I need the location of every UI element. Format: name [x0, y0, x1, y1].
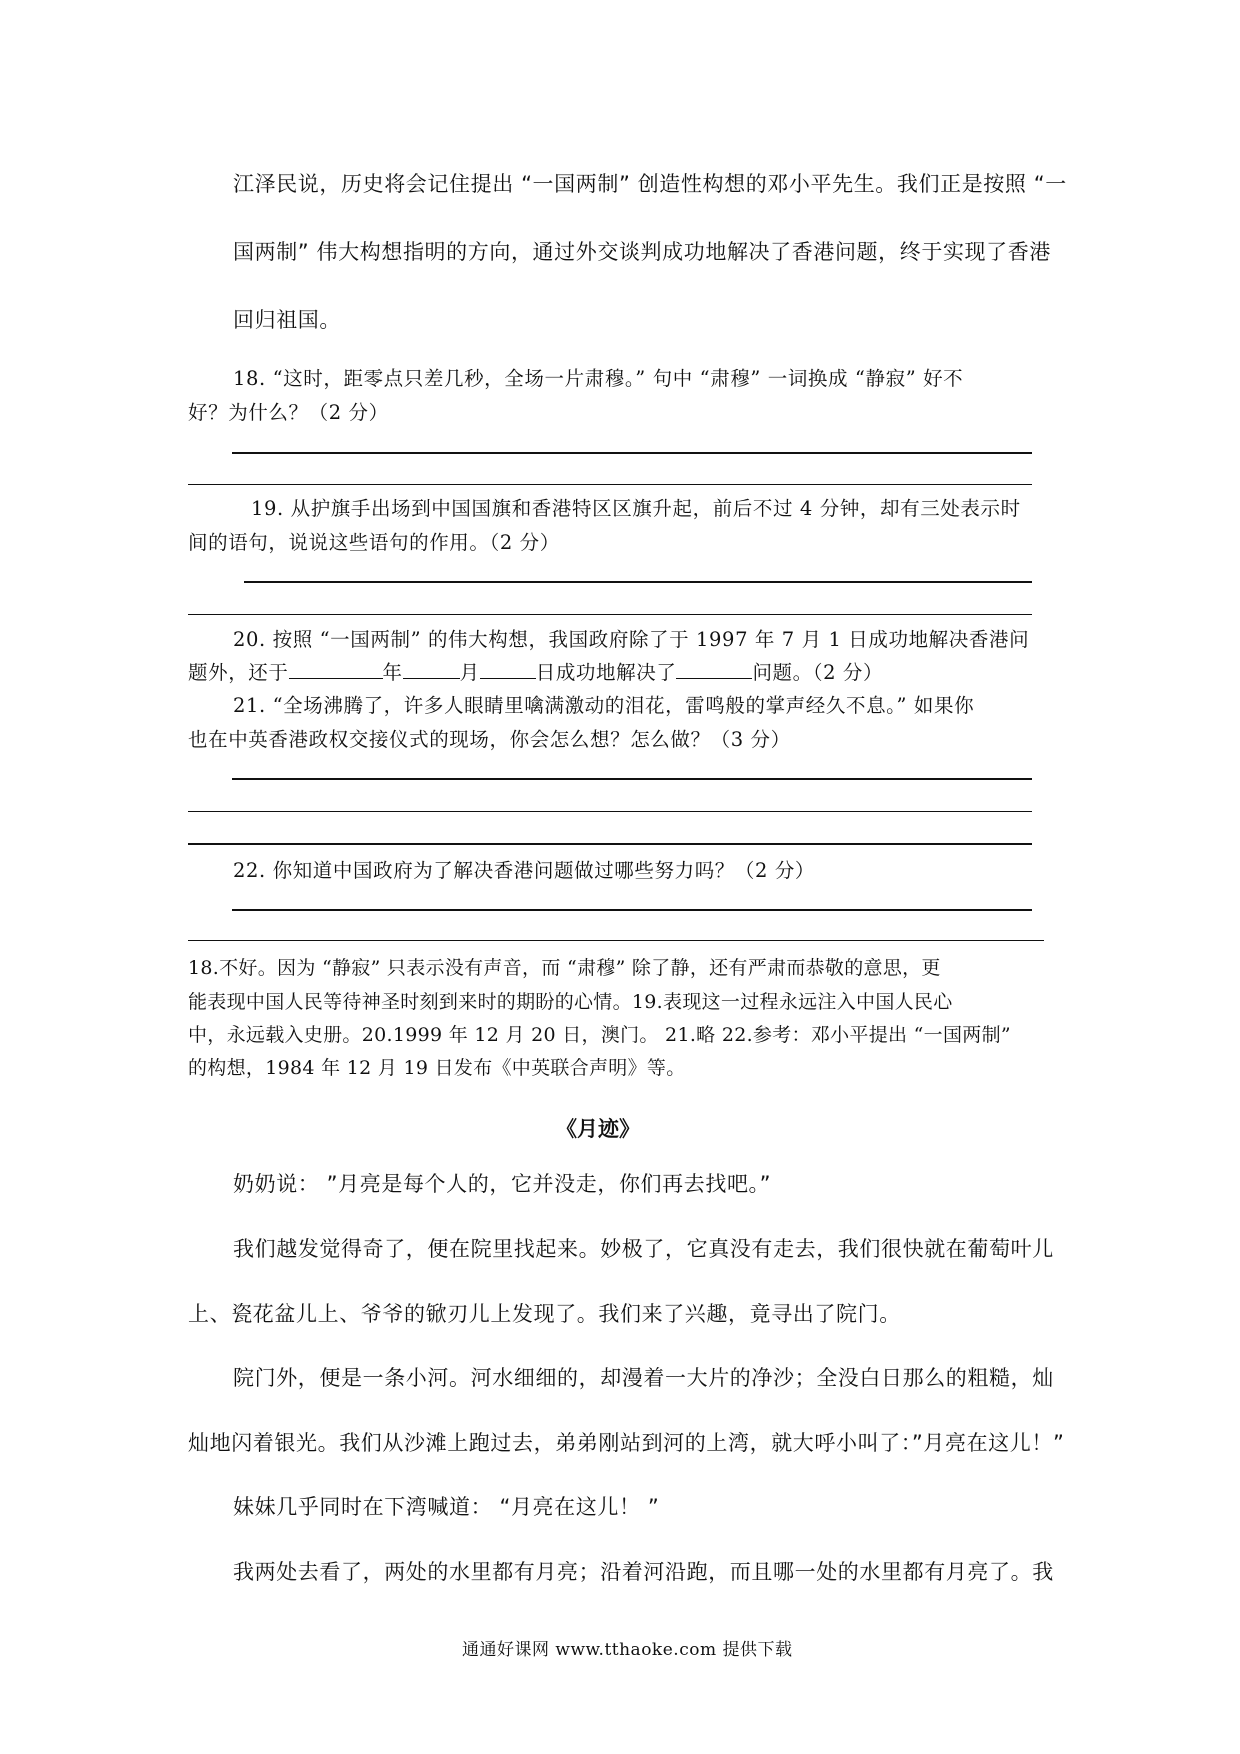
answer-line-18a	[232, 452, 1032, 454]
story-title: 《月迹》	[556, 1116, 640, 1141]
question-19-line-1: 19. 从护旗手出场到中国国旗和香港特区区旗升起，前后不过 4 分钟，却有三处表示时	[251, 497, 1021, 520]
blank-day[interactable]	[480, 659, 536, 679]
question-21-line-1: 21. “全场沸腾了，许多人眼睛里噙满激动的泪花，雷鸣般的掌声经久不息。” 如果你	[233, 694, 975, 717]
passage-line-2: 国两制” 伟大构想指明的方向，通过外交谈判成功地解决了香港问题，终于实现了香港	[233, 240, 1051, 264]
story-line-5: 灿地闪着银光。我们从沙滩上跑过去，弟弟刚站到河的上湾，就大呼小叫了：”月亮在这儿！”	[188, 1431, 1065, 1455]
question-18-line-1: 18. “这时，距零点只差几秒，全场一片肃穆。” 句中 “肃穆” 一词换成 “静寂” 好不	[233, 367, 964, 390]
answer-line-21c	[188, 843, 1032, 845]
passage-line-1: 江泽民说，历史将会记住提出 “一国两制” 创造性构想的邓小平先生。我们正是按照 “一	[233, 172, 1067, 196]
question-18-line-2: 好？为什么？（2 分）	[188, 401, 389, 424]
blank-month[interactable]	[403, 659, 460, 679]
blank-issue[interactable]	[676, 659, 752, 679]
story-line-2: 我们越发觉得奇了，便在院里找起来。妙极了，它真没有走去，我们很快就在葡萄叶儿	[233, 1237, 1054, 1261]
question-20-unit-year: 年	[382, 661, 403, 684]
page-footer: 通通好课网 www.tthaoke.com 提供下载	[462, 1640, 793, 1660]
story-line-6: 妹妹几乎同时在下湾喊道： “月亮在这儿！ ”	[233, 1495, 660, 1519]
answer-line-18b	[188, 484, 1032, 485]
answer-key-line-2: 能表现中国人民等待神圣时刻到来时的期盼的心情。19.表现这一过程永远注入中国人民心	[188, 991, 953, 1013]
answer-line-22b	[188, 940, 1044, 941]
question-19-line-2: 间的语句，说说这些语句的作用。（2 分）	[188, 531, 560, 554]
story-line-3: 上、瓷花盆儿上、爷爷的锨刃儿上发现了。我们来了兴趣，竟寻出了院门。	[188, 1302, 901, 1326]
passage-line-3: 回归祖国。	[233, 308, 341, 332]
story-line-4: 院门外，便是一条小河。河水细细的，却漫着一大片的净沙；全没白日那么的粗糙，灿	[233, 1366, 1054, 1390]
story-line-1: 奶奶说： ”月亮是每个人的，它并没走，你们再去找吧。”	[233, 1172, 772, 1196]
question-20-suffix: 问题。（2 分）	[752, 661, 884, 684]
question-21-line-2: 也在中英香港政权交接仪式的现场，你会怎么想？怎么做？（3 分）	[188, 728, 791, 751]
question-20-line-2	[188, 657, 883, 685]
answer-key-line-4: 的构想，1984 年 12 月 19 日发布《中英联合声明》等。	[188, 1057, 686, 1079]
blank-year[interactable]	[289, 659, 383, 679]
answer-key-line-3: 中，永远载入史册。20.1999 年 12 月 20 日，澳门。 21.略 22.参考：邓小平提出 “一国两制”	[188, 1024, 1011, 1046]
answer-key-line-1: 18.不好。因为 “静寂” 只表示没有声音，而 “肃穆” 除了静，还有严肃而恭敬的意思，更	[188, 957, 941, 979]
answer-line-19b	[188, 614, 1032, 615]
question-20-line-1: 20. 按照 “一国两制” 的伟大构想，我国政府除了于 1997 年 7 月 1 日成功地解决香港问	[233, 628, 1030, 651]
answer-line-19a	[244, 581, 1032, 583]
answer-line-22a	[232, 909, 1032, 911]
question-20-unit-month: 月	[459, 661, 480, 684]
question-20-prefix: 题外，还于	[188, 661, 289, 684]
answer-line-21a	[232, 778, 1032, 780]
question-20-unit-day: 日成功地解决了	[535, 661, 677, 684]
story-line-7: 我两处去看了，两处的水里都有月亮；沿着河沿跑，而且哪一处的水里都有月亮了。我	[233, 1560, 1054, 1584]
answer-line-21b	[188, 811, 1032, 812]
question-22-line-1: 22. 你知道中国政府为了解决香港问题做过哪些努力吗？（2 分）	[233, 859, 816, 882]
